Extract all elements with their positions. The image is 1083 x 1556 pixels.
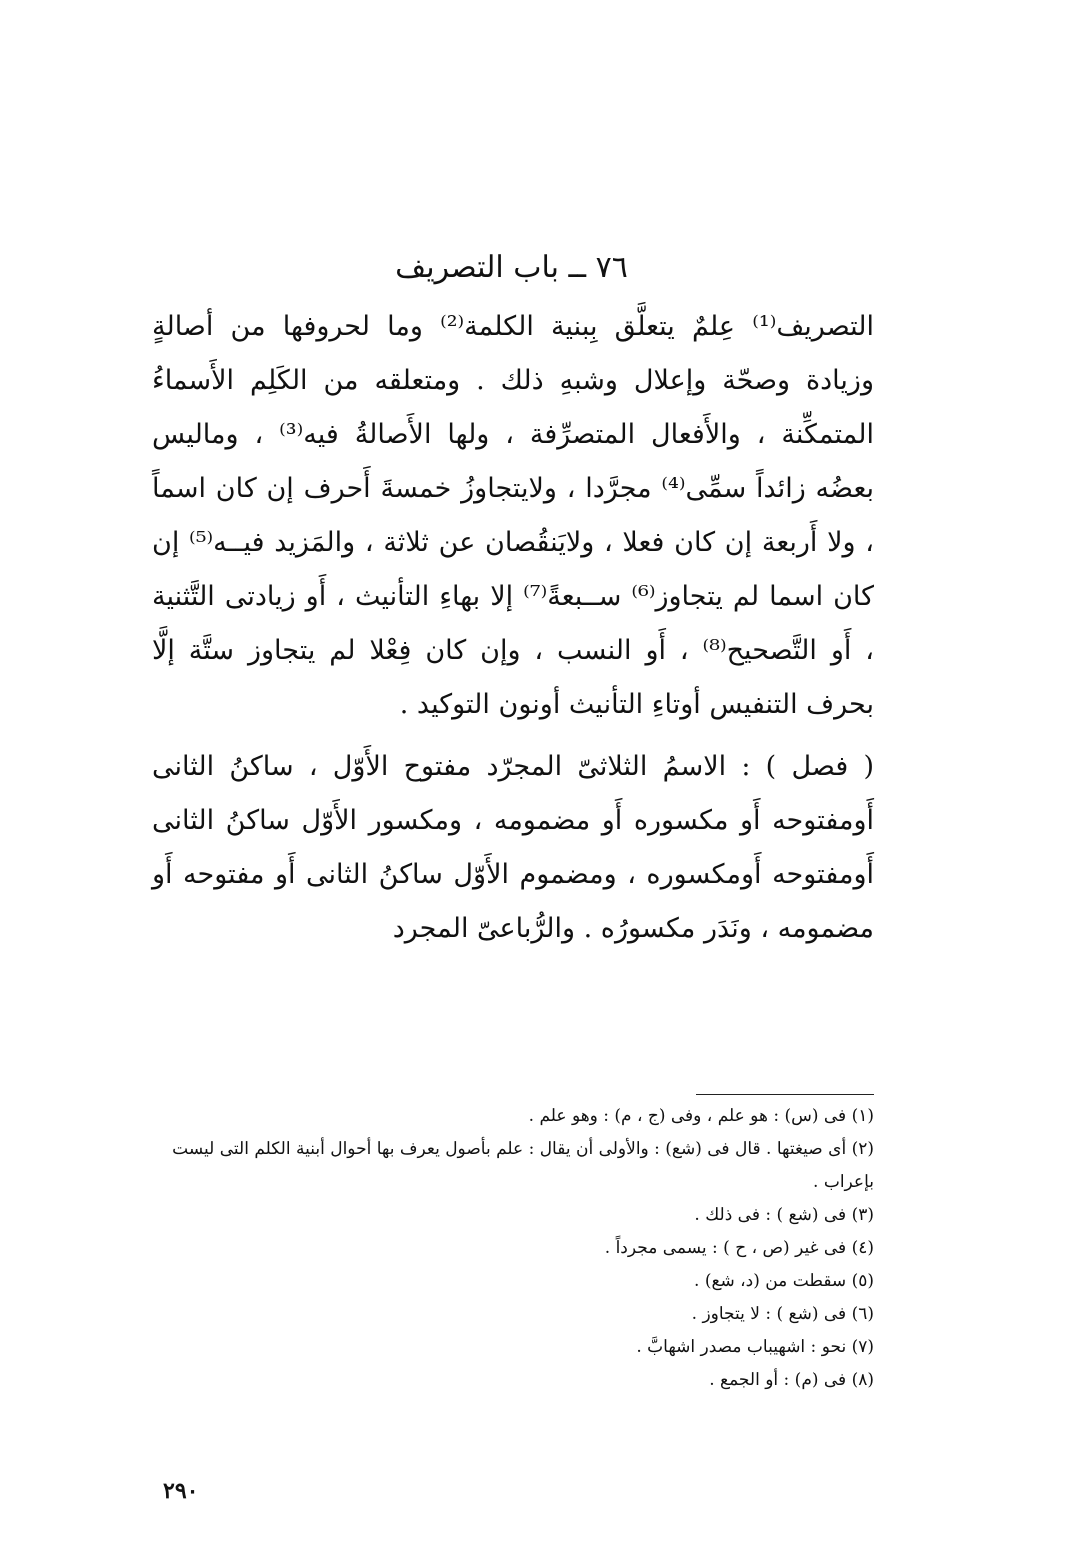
footnote-8: (٨) فى (م) : أو الجمع . [709,1370,874,1390]
footnote-7: (٧) نحو : اشهيباب مصدر اشهابَّ . [636,1337,874,1357]
footnote-5: (٥) سقطت من (د، شع) . [694,1271,874,1291]
footnote-2: (٢) أى صيغتها . قال فى (شع) : والأولى أن يقال : علم بأصول يعرف بها أحوال أبنية الكلم التى ليست بإعراب . [172,1139,874,1192]
chapter-title: ٧٦ ــ باب التصريف [395,250,628,285]
page-number: ٢٩٠ [163,1478,199,1504]
paragraph-2: ( فصل ) : الاسمُ الثلاثىّ المجرّد مفتوح الأَوّل ، ساكنُ الثانى أَومفتوحه أَو مكسوره أَو مضمومه ، ومكسور الأَوّل ساكنُ الثانى أَومفتوحه أَومكسوره ، ومضموم الأَوّل ساكنُ الثانى أَو مفتوحه أَو مضمومه ، ونَدَر مكسورُه . والرُّباعىّ المجرد [152,751,874,944]
paragraph-1: التصريف⁽¹⁾ عِلمٌ يتعلَّق بِبنية الكلمة⁽²⁾ وما لحروفها من أصالةٍ وزيادة وصحّة وإعلال وشبهِ ذلك . ومتعلقه من الكَلِم الأَسماءُ المتمكِّنة ، والأَفعال المتصرِّفة ، ولها الأَصالةُ فيه⁽³⁾ ، وماليس بعضُه زائداً سمِّى⁽⁴⁾ مجرَّدا ، ولايتجاوزُ خمسةَ أَحرف إن كان اسماً ، ولا أَربعة إن كان فعلا ، ولايَنقُصان عن ثلاثة ، والمَزيد فيــه⁽⁵⁾ إن كان اسما لم يتجاوز⁽⁶⁾ ســبعةً⁽⁷⁾ إلا بهاءِ التأنيث ، أَو زيادتى التَّثنية ، أَو التَّصحيح⁽⁸⁾ ، أَو النسب ، وإن كان فِعْلا لم يتجاوز ستَّة إلَّا بحرف التنفيس أوتاءِ التأنيث أونون التوكيد . [152,311,875,720]
main-text [152,300,874,956]
footnotes [152,1100,874,1397]
footnote-separator [696,1094,874,1095]
footnote-6: (٦) فى (شع ) : لا يتجاوز . [691,1304,874,1324]
footnote-1: (١) فى (س) : هو علم ، وفى (ج ، م) : وهو علم . [528,1106,874,1126]
footnote-3: (٣) فى (شع ) : فى ذلك . [694,1205,874,1225]
footnote-4: (٤) فى غير (ص ، ح ) : يسمى مجرداً . [604,1238,874,1258]
